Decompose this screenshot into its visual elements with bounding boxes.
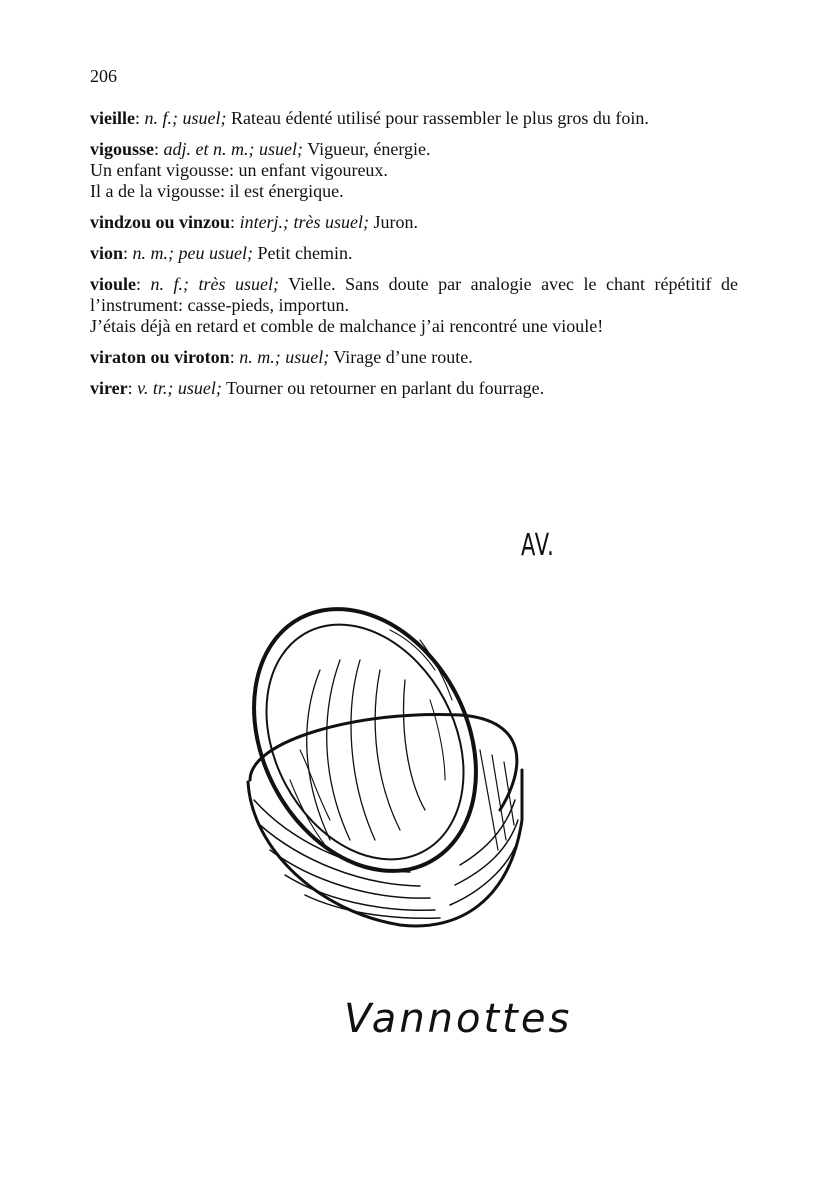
entry-definition: Vielle. Sans doute par analogie avec le chant répétitif de l’instrument: casse-pieds, importun. <box>90 274 738 315</box>
entry-grammar: n. m.; usuel; <box>239 347 330 367</box>
artist-initials: AV. <box>521 528 555 563</box>
entry-separator: : <box>123 243 133 263</box>
entry-viraton <box>90 347 738 368</box>
illustration-caption: Vannottes <box>344 996 573 1042</box>
entry-headword: vigousse <box>90 139 155 159</box>
entry-separator: : <box>154 139 164 159</box>
vannottes-drawing <box>230 520 590 960</box>
entry-headword: virer <box>90 378 128 398</box>
entry-grammar: interj.; très usuel; <box>239 212 370 232</box>
entry-definition: Vigueur, énergie. <box>307 139 431 159</box>
baskets-illustration <box>230 520 590 960</box>
entry-example: Un enfant vigousse: un enfant vigoureux. <box>90 160 388 180</box>
entry-grammar: n. f.; usuel; <box>144 108 227 128</box>
entry-definition: Juron. <box>373 212 419 232</box>
entry-separator: : <box>229 347 240 367</box>
entry-headword: vindzou ou vinzou <box>90 212 231 232</box>
entry-separator: : <box>136 274 151 294</box>
entry-headword: vioule <box>90 274 137 294</box>
entry-headword: viraton ou viroton <box>90 347 230 367</box>
entry-separator: : <box>230 212 240 232</box>
entry-grammar: n. f.; très usuel; <box>150 274 280 294</box>
entry-grammar: n. m.; peu usuel; <box>132 243 254 263</box>
entry-definition: Virage d’une route. <box>333 347 473 367</box>
entry-vieille <box>90 108 738 129</box>
entry-grammar: adj. et n. m.; usuel; <box>163 139 304 159</box>
entry-vion <box>90 243 738 264</box>
entry-vioule <box>90 274 738 337</box>
entry-vindzou <box>90 212 738 233</box>
entry-example: J’étais déjà en retard et comble de malchance j’ai rencontré une vioule! <box>90 316 604 336</box>
entry-virer <box>90 378 738 399</box>
entry-headword: vion <box>90 243 124 263</box>
entry-vigousse <box>90 139 738 202</box>
entry-example: Il a de la vigousse: il est énergique. <box>90 181 344 201</box>
page-number: 206 <box>90 66 117 86</box>
entry-definition: Petit chemin. <box>257 243 353 263</box>
entry-definition: Rateau édenté utilisé pour rassembler le plus gros du foin. <box>230 108 649 128</box>
dictionary-entries <box>90 108 738 409</box>
entry-definition: Tourner ou retourner en parlant du fourrage. <box>226 378 545 398</box>
entry-headword: vieille <box>90 108 135 128</box>
entry-separator: : <box>134 108 145 128</box>
entry-separator: : <box>127 378 138 398</box>
entry-grammar: v. tr.; usuel; <box>137 378 222 398</box>
